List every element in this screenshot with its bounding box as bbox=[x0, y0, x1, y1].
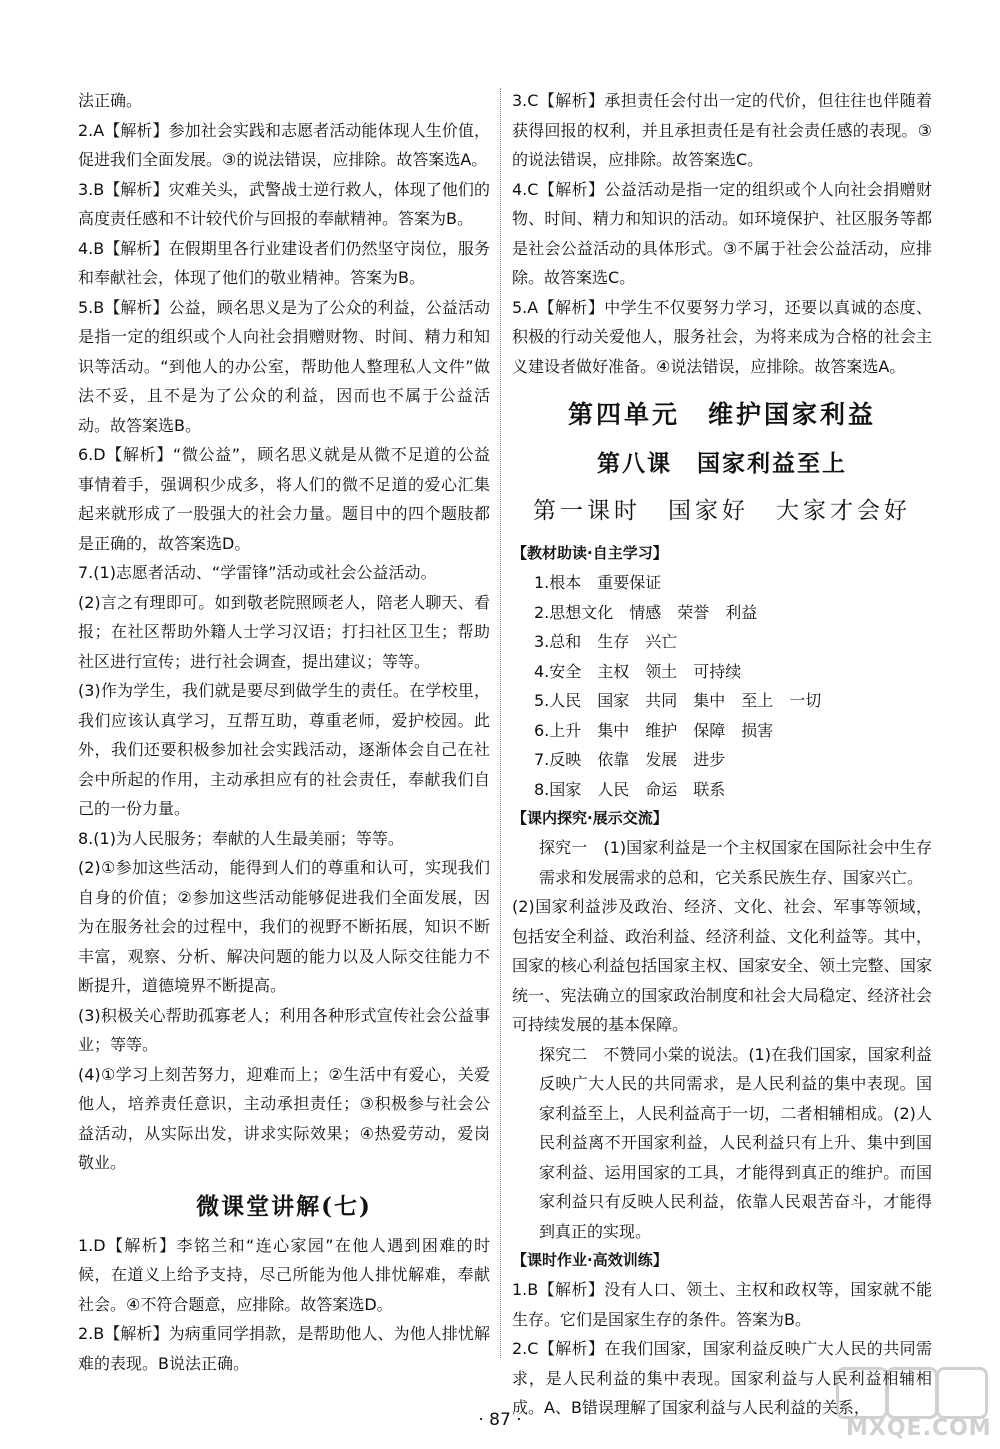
left-column bbox=[78, 86, 490, 1378]
fill-in-answer-line: 6.上升 集中 维护 保障 损害 bbox=[534, 720, 774, 740]
watermark-url: MXQE.COM bbox=[846, 1416, 992, 1441]
explore-paragraph: (2)国家利益涉及政治、经济、文化、社会、军事等领域，包括安全利益、政治利益、经济利益、文化利益等。其中，国家的核心利益包括国家主权、国家安全、领土完整、国家统一、宪法确立的国家政治制度和社会大局稳定、经济社会可持续发展的基本保障。 bbox=[512, 897, 932, 1034]
answer-paragraph: 4.B【解析】在假期里各行业建设者们仍然坚守岗位，服务和奉献社会，体现了他们的敬业精神。答案为B。 bbox=[78, 238, 490, 287]
right-column bbox=[512, 86, 932, 1423]
answer-paragraph: (4)①学习上刻苦努力，迎难而上；②生活中有爱心，关爱他人，培养责任意识，主动承担责任；③积极参与社会公益活动，从实际出发，讲求实际效果；④热爱劳动，爱岗敬业。 bbox=[78, 1064, 490, 1172]
fill-in-answer-line: 5.人民 国家 共同 集中 至上 一切 bbox=[534, 691, 822, 710]
answer-paragraph: 3.B【解析】灾难关头，武警战士逆行救人，体现了他们的高度责任感和不计较代价与回报的奉献精神。答案为B。 bbox=[78, 179, 490, 228]
fill-in-answer-line: 3.总和 生存 兴亡 bbox=[534, 632, 678, 651]
answer-paragraph: 6.D【解析】“微公益”，顾名思义就是从微不足道的公益事情着手，强调积少成多，将人们的微不足道的爱心汇集起来就形成了一股强大的社会力量。题目中的四个题肢都是正确的，故答案选D。 bbox=[78, 445, 490, 553]
explore-paragraph: 探究一 (1)国家利益是一个主权国家在国际社会中生存需求和发展需求的总和，它关系民族生存、国家兴亡。 bbox=[539, 838, 932, 887]
section-heading-explore: 【课内探究·展示交流】 bbox=[512, 809, 668, 827]
answer-paragraph: (2)①参加这些活动，能得到人们的尊重和认可，实现我们自身的价值；②参加这些活动能够促进我们全面发展，因为在服务社会的过程中，我们的视野不断拓展，知识不断丰富，观察、分析、解决问题的能力以及人际交往能力不断提升，道德境界不断提高。 bbox=[78, 858, 490, 995]
answer-paragraph: 2.C【解析】在我们国家，国家利益反映广大人民的共同需求，是人民利益的集中表现。国家利益与人民利益相辅相成。A、B错误理解了国家利益与人民利益的关系， bbox=[512, 1339, 932, 1417]
micro-lecture-title: 微课堂讲解(七) bbox=[196, 1192, 372, 1220]
answer-paragraph: 2.B【解析】为病重同学捐款，是帮助他人、为他人排忧解难的表现。B说法正确。 bbox=[78, 1324, 490, 1373]
answer-paragraph: 8.(1)为人民服务；奉献的人生最美丽；等等。 bbox=[78, 828, 404, 848]
unit-title: 第四单元 维护国家利益 bbox=[567, 400, 876, 429]
section-heading-self-study: 【教材助读·自主学习】 bbox=[512, 544, 668, 562]
answer-paragraph: 7.(1)志愿者活动、“学雷锋”活动或社会公益活动。 bbox=[78, 563, 437, 582]
watermark-char-box bbox=[886, 1367, 938, 1419]
answer-paragraph: (3)积极关心帮助孤寡老人；利用各种形式宣传社会公益事业；等等。 bbox=[78, 1005, 490, 1054]
answer-paragraph: 1.B【解析】没有人口、领土、主权和政权等，国家就不能生存。它们是国家生存的条件。答案为B。 bbox=[512, 1280, 932, 1329]
fill-in-answer-line: 1.根本 重要保证 bbox=[534, 573, 662, 592]
explore-answers bbox=[512, 833, 932, 1246]
fill-in-answer-line: 8.国家 人民 命运 联系 bbox=[534, 779, 726, 799]
answer-paragraph: 4.C【解析】公益活动是指一定的组织或个人向社会捐赠财物、时间、精力和知识的活动。如环境保护、社区服务等都是社会公益活动的具体形式。③不属于社会公益活动，应排除。故答案选C。 bbox=[512, 179, 932, 287]
section-heading-homework: 【课时作业·高效训练】 bbox=[512, 1251, 668, 1269]
answer-paragraph: (2)言之有理即可。如到敬老院照顾老人，陪老人聊天、看报；在社区帮助外籍人士学习汉语；打扫社区卫生；帮助社区进行宣传；进行社会调查，提出建议；等等。 bbox=[78, 592, 490, 671]
lesson-title: 第八课 国家利益至上 bbox=[597, 450, 847, 477]
watermark-char-box bbox=[836, 1367, 888, 1419]
answer-paragraph: 1.D【解析】李铭兰和“连心家园”在他人遇到困难的时候，在道义上给予支持，尽己所能为他人排忧解难，奉献社会。④不符合题意，应排除。故答案选D。 bbox=[78, 1235, 490, 1314]
fill-in-answers bbox=[512, 568, 932, 804]
answer-paragraph: (3)作为学生，我们就是要尽到做学生的责任。在学校里，我们应该认真学习，互帮互助，尊重老师，爱护校园。此外，我们还要积极参加社会实践活动，逐渐体会自己在社会中所起的作用，主动承担应有的社会责任，奉献我们自己的一份力量。 bbox=[78, 681, 490, 818]
page-number: · 87 · bbox=[478, 1410, 522, 1430]
fill-in-answer-line: 2.思想文化 情感 荣誉 利益 bbox=[534, 602, 758, 622]
watermark-logo bbox=[836, 1367, 992, 1441]
answer-paragraph: 2.A【解析】参加社会实践和志愿者活动能体现人生价值，促进我们全面发展。③的说法错误，应排除。故答案选A。 bbox=[78, 120, 490, 169]
answer-paragraph: 3.C【解析】承担责任会付出一定的代价，但往往也伴随着获得回报的权利，并且承担责任是有社会责任感的表现。③的说法错误，应排除。故答案选C。 bbox=[512, 91, 932, 169]
period-title: 第一课时 国家好 大家才会好 bbox=[533, 498, 911, 524]
watermark-char-box bbox=[936, 1367, 988, 1419]
answer-paragraph: 5.A【解析】中学生不仅要努力学习，还要以真诚的态度、积极的行动关爱他人，服务社会，为将来成为合格的社会主义建设者做好准备。④说法错误，应排除。故答案选A。 bbox=[512, 297, 932, 376]
fill-in-answer-line: 7.反映 依靠 发展 进步 bbox=[534, 750, 726, 769]
right-top-answers bbox=[512, 86, 932, 381]
answer-paragraph: 5.B【解析】公益，顾名思义是为了公众的利益，公益活动是指一定的组织或个人向社会捐赠财物、时间、精力和知识等活动。“到他人的办公室，帮助他人整理私人文件”做法不妥，且不是为了公众的利益，因而也不属于公益活动。故答案选B。 bbox=[78, 297, 490, 435]
explore-paragraph: 探究二 不赞同小棠的说法。(1)在我们国家，国家利益反映广大人民的共同需求，是人民利益的集中表现。国家利益至上，人民利益高于一切，二者相辅相成。(2)人民利益离不开国家利益，人民利益只有上升、集中到国家利益、运用国家的工具，才能得到真正的维护。而国家利益只有反映人民利益，依靠人民艰苦奋斗，才能得到真正的实现。 bbox=[539, 1044, 932, 1241]
fill-in-answer-line: 4.安全 主权 领土 可持续 bbox=[534, 661, 742, 681]
answer-paragraph: 法正确。 bbox=[78, 91, 143, 110]
column-divider bbox=[500, 88, 501, 1358]
